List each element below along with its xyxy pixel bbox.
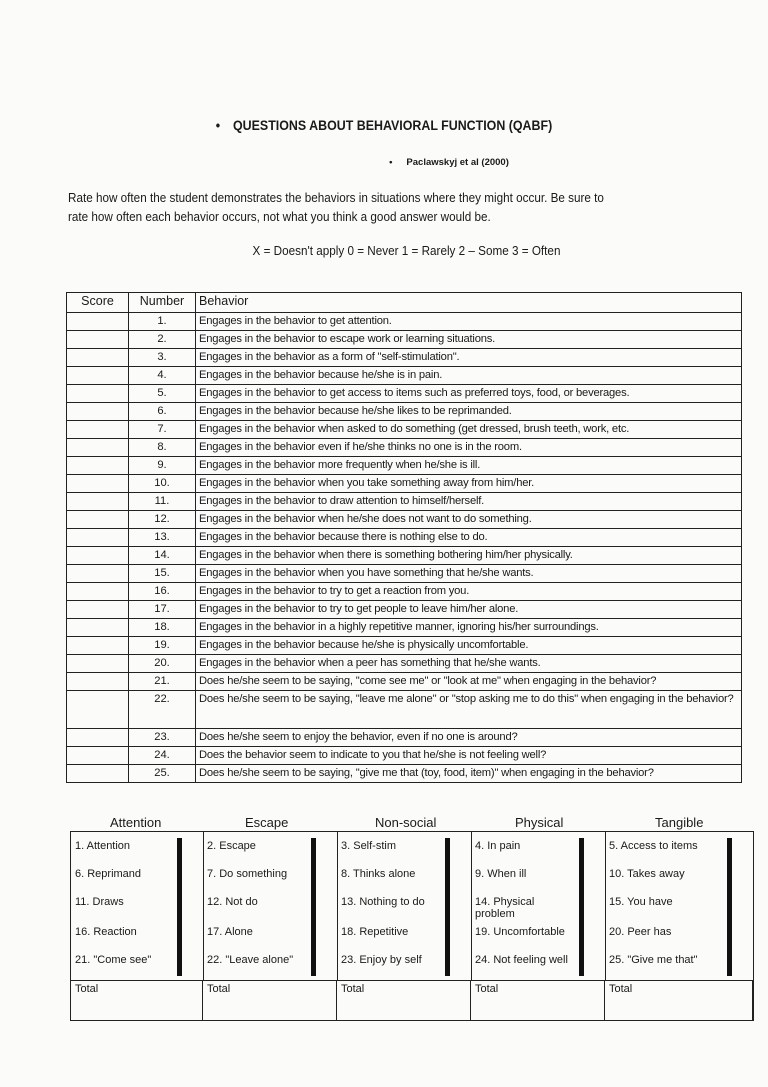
behavior-text: Engages in the behavior when there is something bothering him/her physically. [196, 547, 742, 565]
behavior-text: Does he/she seem to enjoy the behavior, even if no one is around? [196, 729, 742, 747]
score-cell[interactable] [67, 601, 129, 619]
behavior-text: Engages in the behavior because he/she is in pain. [196, 367, 742, 385]
item-number: 9. [129, 457, 196, 475]
table-row [67, 421, 742, 439]
behavior-table [66, 292, 742, 783]
item-number: 6. [129, 403, 196, 421]
item-number: 21. [129, 673, 196, 691]
score-cell[interactable] [67, 439, 129, 457]
category-item: 19. Uncomfortable [475, 926, 565, 938]
item-number: 22. [129, 691, 196, 729]
score-divider [727, 838, 732, 976]
category-0-heading: Attention [110, 815, 162, 830]
item-number: 5. [129, 385, 196, 403]
behavior-text: Does he/she seem to be saying, "leave me alone" or "stop asking me to do this" when engaging in the behavior? [196, 691, 742, 729]
behavior-text: Engages in the behavior because he/she likes to be reprimanded. [196, 403, 742, 421]
category-item: 23. Enjoy by self [341, 954, 422, 966]
category-item: 7. Do something [207, 868, 288, 880]
score-cell[interactable] [67, 655, 129, 673]
category-item: 11. Draws [75, 896, 124, 908]
table-row [67, 439, 742, 457]
behavior-text: Engages in the behavior because there is nothing else to do. [196, 529, 742, 547]
score-cell[interactable] [67, 565, 129, 583]
rating-scale: X = Doesn't apply 0 = Never 1 = Rarely 2 – Some 3 = Often [252, 243, 561, 258]
score-divider [445, 838, 450, 976]
category-item: 3. Self-stim [341, 840, 397, 852]
category-item: 2. Escape [207, 840, 256, 852]
item-number: 2. [129, 331, 196, 349]
item-number: 7. [129, 421, 196, 439]
table-row [67, 511, 742, 529]
table-header-row [67, 293, 742, 313]
header-score: Score [67, 293, 129, 313]
item-number: 19. [129, 637, 196, 655]
score-divider [177, 838, 182, 976]
score-cell[interactable] [67, 673, 129, 691]
category-item: 8. Thinks alone [341, 868, 416, 880]
score-cell[interactable] [67, 421, 129, 439]
score-cell[interactable] [67, 747, 129, 765]
item-number: 11. [129, 493, 196, 511]
item-number: 4. [129, 367, 196, 385]
item-number: 20. [129, 655, 196, 673]
behavior-text: Engages in the behavior when a peer has something that he/she wants. [196, 655, 742, 673]
behavior-text: Engages in the behavior to escape work or learning situations. [196, 331, 742, 349]
score-cell[interactable] [67, 385, 129, 403]
category-1-heading: Escape [245, 815, 289, 830]
item-number: 13. [129, 529, 196, 547]
category-total[interactable]: Total [203, 981, 337, 1021]
table-row [67, 403, 742, 421]
behavior-text: Engages in the behavior to get access to items such as preferred toys, food, or beverages. [196, 385, 742, 403]
category-item: 6. Reprimand [75, 868, 142, 880]
title-text: QUESTIONS ABOUT BEHAVIORAL FUNCTION (QABF) [232, 118, 553, 133]
item-number: 24. [129, 747, 196, 765]
score-cell[interactable] [67, 529, 129, 547]
table-row [67, 637, 742, 655]
category-total[interactable]: Total [471, 981, 605, 1021]
table-row [67, 547, 742, 565]
table-row [67, 349, 742, 367]
category-item: 4. In pain [475, 840, 521, 852]
behavior-text: Engages in the behavior when you take something away from him/her. [196, 475, 742, 493]
behavior-text: Engages in the behavior even if he/she thinks no one is in the room. [196, 439, 742, 457]
score-cell[interactable] [67, 493, 129, 511]
behavior-text: Engages in the behavior because he/she is physically uncomfortable. [196, 637, 742, 655]
category-2-heading: Non-social [375, 815, 437, 830]
item-number: 15. [129, 565, 196, 583]
category-item: 9. When ill [475, 868, 527, 880]
table-row [67, 457, 742, 475]
page-title [31, 118, 738, 133]
behavior-text: Engages in the behavior to try to get people to leave him/her alone. [196, 601, 742, 619]
score-cell[interactable] [67, 349, 129, 367]
score-cell[interactable] [67, 583, 129, 601]
behavior-text: Engages in the behavior when asked to do something (get dressed, brush teeth, work, etc. [196, 421, 742, 439]
behavior-text: Does the behavior seem to indicate to you that he/she is not feeling well? [196, 747, 742, 765]
table-row [67, 655, 742, 673]
table-row [67, 493, 742, 511]
category-column [203, 832, 338, 980]
table-row [67, 691, 742, 729]
behavior-text: Engages in the behavior more frequently when he/she is ill. [196, 457, 742, 475]
category-total[interactable]: Total [337, 981, 471, 1021]
item-number: 12. [129, 511, 196, 529]
title-bullet: • [215, 118, 221, 133]
instructions: Rate how often the student demonstrates the behaviors in situations where they might occur. Be sure to rate how often each behavior occurs, not what you think a good answer would be. [68, 190, 604, 224]
table-row [67, 619, 742, 637]
function-summary-grid [70, 831, 754, 1021]
behavior-text: Does he/she seem to be saying, "come see me" or "look at me" when engaging in the behavior? [196, 673, 742, 691]
category-total[interactable]: Total [71, 981, 203, 1021]
total-row [71, 980, 753, 1021]
table-row [67, 765, 742, 783]
behavior-text: Engages in the behavior when you have something that he/she wants. [196, 565, 742, 583]
category-item: 10. Takes away [609, 868, 685, 880]
category-3-heading: Physical [515, 815, 564, 830]
item-number: 10. [129, 475, 196, 493]
item-number: 18. [129, 619, 196, 637]
category-item: 16. Reaction [75, 926, 137, 938]
category-item: 24. Not feeling well [475, 954, 568, 966]
table-row [67, 367, 742, 385]
category-item: 13. Nothing to do [341, 896, 425, 908]
category-item: 15. You have [609, 896, 673, 908]
score-cell[interactable] [67, 691, 129, 729]
category-column [71, 832, 204, 980]
author-text: Paclawskyj et al (2000) [406, 157, 509, 168]
item-number: 14. [129, 547, 196, 565]
table-row [67, 565, 742, 583]
behavior-text: Engages in the behavior in a highly repetitive manner, ignoring his/her surroundings. [196, 619, 742, 637]
behavior-text: Does he/she seem to be saying, "give me that (toy, food, item)" when engaging in the behavior? [196, 765, 742, 783]
behavior-text: Engages in the behavior to draw attention to himself/herself. [196, 493, 742, 511]
score-cell[interactable] [67, 547, 129, 565]
table-row [67, 583, 742, 601]
table-row [67, 747, 742, 765]
category-item: 1. Attention [75, 840, 131, 852]
score-cell[interactable] [67, 313, 129, 331]
category-item: 12. Not do [207, 896, 258, 908]
category-item: 18. Repetitive [341, 926, 409, 938]
score-cell[interactable] [67, 457, 129, 475]
score-cell[interactable] [67, 619, 129, 637]
header-behavior: Behavior [196, 293, 742, 313]
table-row [67, 313, 742, 331]
score-divider [311, 838, 316, 976]
score-cell[interactable] [67, 475, 129, 493]
score-cell[interactable] [67, 511, 129, 529]
category-column [605, 832, 754, 980]
category-item: 21. "Come see" [75, 954, 152, 966]
category-item: 25. "Give me that" [609, 954, 698, 966]
table-row [67, 601, 742, 619]
score-cell[interactable] [67, 729, 129, 747]
item-number: 16. [129, 583, 196, 601]
table-row [67, 729, 742, 747]
category-total[interactable]: Total [605, 981, 753, 1021]
category-column [337, 832, 472, 980]
item-number: 25. [129, 765, 196, 783]
table-row [67, 475, 742, 493]
item-number: 8. [129, 439, 196, 457]
behavior-text: Engages in the behavior to try to get a reaction from you. [196, 583, 742, 601]
author-citation [0, 157, 768, 168]
author-bullet: • [389, 157, 393, 168]
table-row [67, 331, 742, 349]
header-number: Number [129, 293, 196, 313]
table-row [67, 673, 742, 691]
score-cell[interactable] [67, 367, 129, 385]
category-column [471, 832, 606, 980]
behavior-text: Engages in the behavior as a form of "self-stimulation". [196, 349, 742, 367]
score-cell[interactable] [67, 403, 129, 421]
table-row [67, 529, 742, 547]
score-cell[interactable] [67, 765, 129, 783]
score-divider [579, 838, 584, 976]
category-item: 22. "Leave alone" [207, 954, 294, 966]
category-item: 14. Physical problem [475, 896, 535, 920]
score-cell[interactable] [67, 637, 129, 655]
category-4-heading: Tangible [655, 815, 704, 830]
category-item: 20. Peer has [609, 926, 672, 938]
category-item: 17. Alone [207, 926, 253, 938]
item-number: 3. [129, 349, 196, 367]
behavior-text: Engages in the behavior when he/she does not want to do something. [196, 511, 742, 529]
score-cell[interactable] [67, 331, 129, 349]
behavior-text: Engages in the behavior to get attention. [196, 313, 742, 331]
item-number: 1. [129, 313, 196, 331]
item-number: 23. [129, 729, 196, 747]
item-number: 17. [129, 601, 196, 619]
category-item: 5. Access to items [609, 840, 698, 852]
table-row [67, 385, 742, 403]
